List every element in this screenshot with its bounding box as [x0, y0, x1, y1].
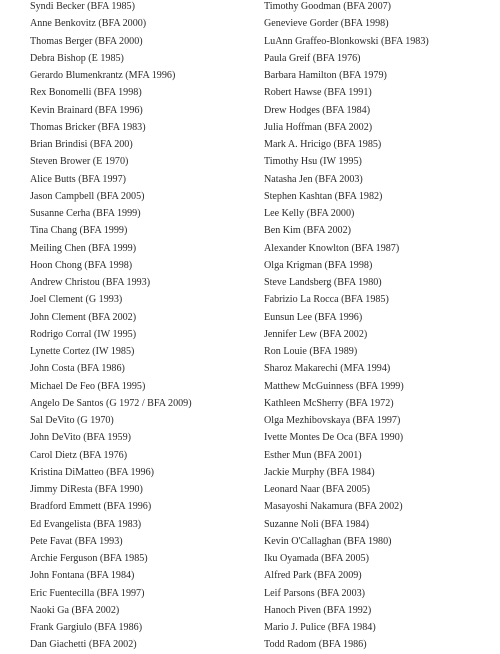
list-item: Gerardo Blumenkrantz (MFA 1996): [30, 70, 176, 81]
list-item: Thomas Berger (BFA 2000): [30, 35, 143, 47]
list-item: Kevin O'Callaghan (BFA 1980): [264, 535, 392, 547]
list-item: Andrew Christou (BFA 1993): [30, 277, 151, 288]
list-item: Steven Brower (E 1970): [30, 156, 129, 168]
list-item: Matthew McGuinness (BFA 1999): [264, 380, 404, 392]
list-item: Mark A. Hricigo (BFA 1985): [264, 139, 382, 150]
list-item: Timothy Hsu (IW 1995): [264, 156, 362, 168]
list-item: Dan Giachetti (BFA 2002): [30, 639, 137, 651]
list-item: Steve Landsberg (BFA 1980): [264, 277, 382, 288]
list-item: Carol Dietz (BFA 1976): [30, 449, 128, 461]
list-item: Genevieve Gorder (BFA 1998): [264, 18, 389, 30]
list-item: Hoon Chong (BFA 1998): [30, 259, 133, 271]
list-item: Sal DeVito (G 1970): [30, 415, 114, 426]
list-item: Lee Kelly (BFA 2000): [264, 208, 355, 219]
list-item: Meiling Chen (BFA 1999): [30, 242, 137, 254]
list-item: Susanne Cerha (BFA 1999): [30, 208, 141, 219]
list-item: Pete Favat (BFA 1993): [30, 535, 123, 547]
list-item: Julia Hoffman (BFA 2002): [264, 121, 373, 133]
list-item: Stephen Kashtan (BFA 1982): [264, 190, 383, 202]
list-item: John Costa (BFA 1986): [30, 363, 125, 375]
list-item: Ivette Montes De Oca (BFA 1990): [264, 432, 404, 444]
list-item: Michael De Feo (BFA 1995): [30, 380, 146, 392]
list-item: Natasha Jen (BFA 2003): [264, 173, 363, 185]
list-item: Jimmy DiResta (BFA 1990): [30, 484, 143, 495]
list-item: Ron Louie (BFA 1989): [264, 346, 358, 357]
list-item: Leonard Naar (BFA 2005): [264, 484, 371, 495]
list-item: Olga Krigman (BFA 1998): [264, 259, 373, 271]
list-item: Bradford Emmett (BFA 1996): [30, 501, 152, 513]
list-item: Paula Greif (BFA 1976): [264, 52, 361, 64]
list-item: Kristina DiMatteo (BFA 1996): [30, 466, 155, 478]
list-item: Jason Campbell (BFA 2005): [30, 190, 145, 202]
list-item: Suzanne Noli (BFA 1984): [264, 518, 369, 530]
list-item: Rodrigo Corral (IW 1995): [30, 328, 137, 340]
list-item: Alexander Knowlton (BFA 1987): [264, 242, 400, 254]
list-item: Hanoch Piven (BFA 1992): [264, 604, 372, 616]
list-item: Syndi Becker (BFA 1985): [30, 1, 135, 12]
list-item: Ben Kim (BFA 2002): [264, 225, 352, 237]
list-item: Todd Radom (BFA 1986): [264, 639, 367, 651]
list-item: Robert Hawse (BFA 1991): [264, 87, 372, 99]
list-item: Tina Chang (BFA 1999): [30, 225, 128, 237]
list-item: Rex Bonomelli (BFA 1998): [30, 87, 142, 99]
list-item: Ed Evangelista (BFA 1983): [30, 518, 142, 530]
list-item: Eric Fuentecilla (BFA 1997): [30, 587, 145, 599]
list-item: Frank Gargiulo (BFA 1986): [30, 622, 143, 633]
list-item: Brian Brindisi (BFA 200): [30, 139, 133, 150]
list-item: John Fontana (BFA 1984): [30, 570, 135, 582]
list-item: Lynette Cortez (IW 1985): [30, 346, 135, 357]
list-item: LuAnn Graffeo-Blonkowski (BFA 1983): [264, 35, 429, 47]
list-item: Kevin Brainard (BFA 1996): [30, 104, 143, 116]
list-item: Mario J. Pulice (BFA 1984): [264, 622, 376, 633]
list-item: Masayoshi Nakamura (BFA 2002): [264, 501, 403, 513]
list-item: Drew Hodges (BFA 1984): [264, 104, 371, 116]
list-item: Jackie Murphy (BFA 1984): [264, 466, 375, 478]
left-name-column: [30, 0, 255, 654]
list-item: Olga Mezhibovskaya (BFA 1997): [264, 415, 401, 426]
right-name-column: [264, 0, 494, 654]
list-item: Thomas Bricker (BFA 1983): [30, 121, 146, 133]
list-item: Joel Clement (G 1993): [30, 294, 123, 306]
list-item: Naoki Ga (BFA 2002): [30, 604, 120, 616]
list-item: John Clement (BFA 2002): [30, 311, 137, 323]
list-item: Kathleen McSherry (BFA 1972): [264, 397, 394, 409]
list-item: Jennifer Lew (BFA 2002): [264, 328, 368, 340]
list-item: Alice Butts (BFA 1997): [30, 173, 126, 185]
list-item: Debra Bishop (E 1985): [30, 52, 124, 64]
list-item: Timothy Goodman (BFA 2007): [264, 1, 392, 12]
list-item: Anne Benkovitz (BFA 2000): [30, 18, 147, 30]
list-item: Archie Ferguson (BFA 1985): [30, 553, 148, 564]
list-item: Iku Oyamada (BFA 2005): [264, 553, 369, 564]
list-item: Fabrizio La Rocca (BFA 1985): [264, 294, 389, 306]
list-item: John DeVito (BFA 1959): [30, 432, 131, 444]
list-item: Angelo De Santos (G 1972 / BFA 2009): [30, 397, 192, 409]
list-item: Esther Mun (BFA 2001): [264, 449, 362, 461]
list-item: Eunsun Lee (BFA 1996): [264, 311, 363, 323]
list-item: Barbara Hamilton (BFA 1979): [264, 70, 387, 81]
list-item: Sharoz Makarechi (MFA 1994): [264, 363, 391, 375]
list-item: Alfred Park (BFA 2009): [264, 570, 362, 582]
list-item: Leif Parsons (BFA 2003): [264, 587, 366, 599]
